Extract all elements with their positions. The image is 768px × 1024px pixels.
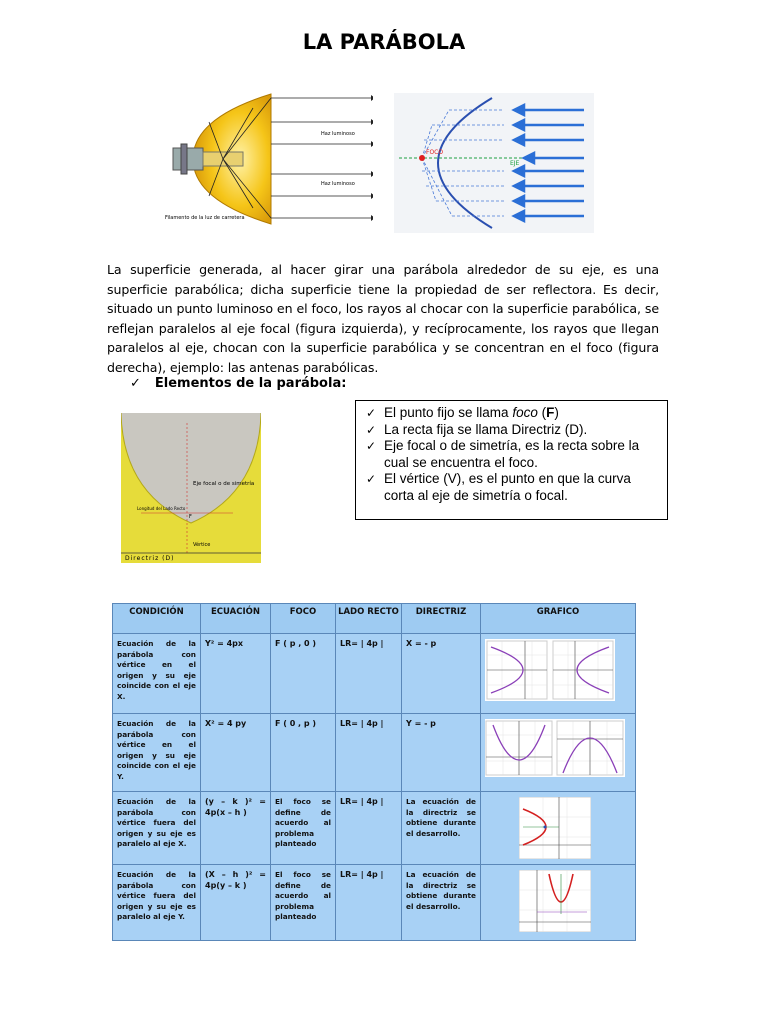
graph-shifted-horizontal-parabola bbox=[519, 797, 591, 859]
header-directrix: DIRECTRIZ bbox=[402, 604, 481, 634]
cell-graph bbox=[481, 792, 636, 865]
section-heading bbox=[130, 376, 346, 391]
element-item-focus: ✓ El punto fijo se llama foco (F) bbox=[366, 405, 559, 420]
cell-latus: LR= | 4p | bbox=[336, 865, 402, 941]
parabola-focus-figure bbox=[394, 93, 594, 233]
cell-condition: Ecuación de la parábola con vértice en el origen y su eje coincide con el eje X. bbox=[113, 634, 201, 714]
page-title: LA PARÁBOLA bbox=[302, 30, 466, 54]
cell-graph bbox=[481, 634, 636, 714]
header-condition: CONDICIÓN bbox=[113, 604, 201, 634]
cell-equation: X² = 4 py bbox=[201, 714, 271, 792]
checkmark-icon: ✓ bbox=[366, 439, 377, 453]
cell-condition: Ecuación de la parábola con vértice fuera del origen y su eje es paralelo al eje Y. bbox=[113, 865, 201, 941]
photo-focus-label: F bbox=[189, 514, 192, 520]
element-item-axis: ✓ Eje focal o de simetría, es la recta sobre la cual se encuentra el foco. bbox=[366, 438, 640, 470]
checkmark-icon: ✓ bbox=[366, 422, 377, 437]
graph-vertical-parabolas bbox=[485, 719, 625, 777]
table-row bbox=[113, 634, 636, 714]
photo-directrix-label: Directriz (D) bbox=[125, 555, 175, 562]
section-heading-text: Elementos de la parábola: bbox=[154, 376, 347, 391]
photo-latus-label: Longitud del Lado Recto bbox=[137, 506, 186, 511]
table-header-row bbox=[113, 604, 636, 634]
table-row bbox=[113, 865, 636, 941]
beam-label: Haz luminoso bbox=[321, 181, 355, 187]
graph-shifted-vertical-parabola bbox=[519, 870, 591, 932]
cell-equation: (y – k )² = 4p(x – h ) bbox=[201, 792, 271, 865]
table-row bbox=[113, 792, 636, 865]
cell-directrix: Y = - p bbox=[402, 714, 481, 792]
element-item-vertex: ✓ El vértice (V), es el punto en que la curva corta al eje de simetría o focal. bbox=[366, 471, 631, 503]
element-item-directrix: ✓ La recta fija se llama Directriz (D). bbox=[366, 421, 588, 437]
header-graph: GRAFICO bbox=[481, 604, 636, 634]
parabola-photo bbox=[121, 413, 261, 563]
header-latus: LADO RECTO bbox=[336, 604, 402, 634]
cell-graph bbox=[481, 714, 636, 792]
cell-condition: Ecuación de la parábola con vértice en el origen y su eje coincide con el eje Y. bbox=[113, 714, 201, 792]
checkmark-icon: ✓ bbox=[366, 472, 377, 486]
parabola-table bbox=[112, 603, 636, 941]
photo-vertex-label: Vértice bbox=[193, 542, 211, 548]
header-equation: ECUACIÓN bbox=[201, 604, 271, 634]
cell-directrix: La ecuación de la directriz se obtiene durante el desarrollo. bbox=[402, 792, 481, 865]
axis-label: EJE bbox=[510, 160, 520, 167]
cell-equation: Y² = 4px bbox=[201, 634, 271, 714]
cell-latus: LR= | 4p | bbox=[336, 714, 402, 792]
cell-equation: (X – h )² = 4p(y – k ) bbox=[201, 865, 271, 941]
cell-focus: F ( 0 , p ) bbox=[271, 714, 336, 792]
cell-directrix: La ecuación de la directriz se obtiene durante el desarrollo. bbox=[402, 865, 481, 941]
elements-box bbox=[355, 400, 668, 520]
focus-label: FOCO bbox=[426, 149, 444, 156]
cell-focus: El foco se define de acuerdo al problema planteado bbox=[271, 792, 336, 865]
intro-paragraph: La superficie generada, al hacer girar una parábola alrededor de su eje, es una superficie parabólica; dicha superficie tiene la propiedad de ser reflectora. Es decir, situado un punto luminoso en el foco, los rayos al chocar con la superficie parabólica, se reflejan paralelos al eje focal (figura izquierda), y recíprocamente, los rayos que llegan paralelos al eje, chocan con la superficie parabólica y se concentran en el foco (figura derecha), ejemplo: las antenas parabólicas. bbox=[107, 262, 659, 375]
cell-focus: F ( p , 0 ) bbox=[271, 634, 336, 714]
graph-horizontal-parabolas bbox=[485, 639, 615, 701]
cell-latus: LR= | 4p | bbox=[336, 634, 402, 714]
headlight-reflector-figure bbox=[163, 88, 373, 233]
cell-latus: LR= | 4p | bbox=[336, 792, 402, 865]
beam-label: Haz luminoso bbox=[321, 131, 355, 137]
cell-graph bbox=[481, 865, 636, 941]
checkmark-icon: ✓ bbox=[366, 406, 377, 420]
cell-focus: El foco se define de acuerdo al problema planteado bbox=[271, 865, 336, 941]
photo-axis-label: Eje focal o de simetría bbox=[193, 481, 255, 487]
filament-label: Filamento de la luz de carretera bbox=[165, 215, 245, 221]
cell-directrix: X = - p bbox=[402, 634, 481, 714]
header-focus: FOCO bbox=[271, 604, 336, 634]
table-row bbox=[113, 714, 636, 792]
cell-condition: Ecuación de la parábola con vértice fuera del origen y su eje es paralelo al eje X. bbox=[113, 792, 201, 865]
checkmark-icon: ✓ bbox=[130, 376, 141, 391]
